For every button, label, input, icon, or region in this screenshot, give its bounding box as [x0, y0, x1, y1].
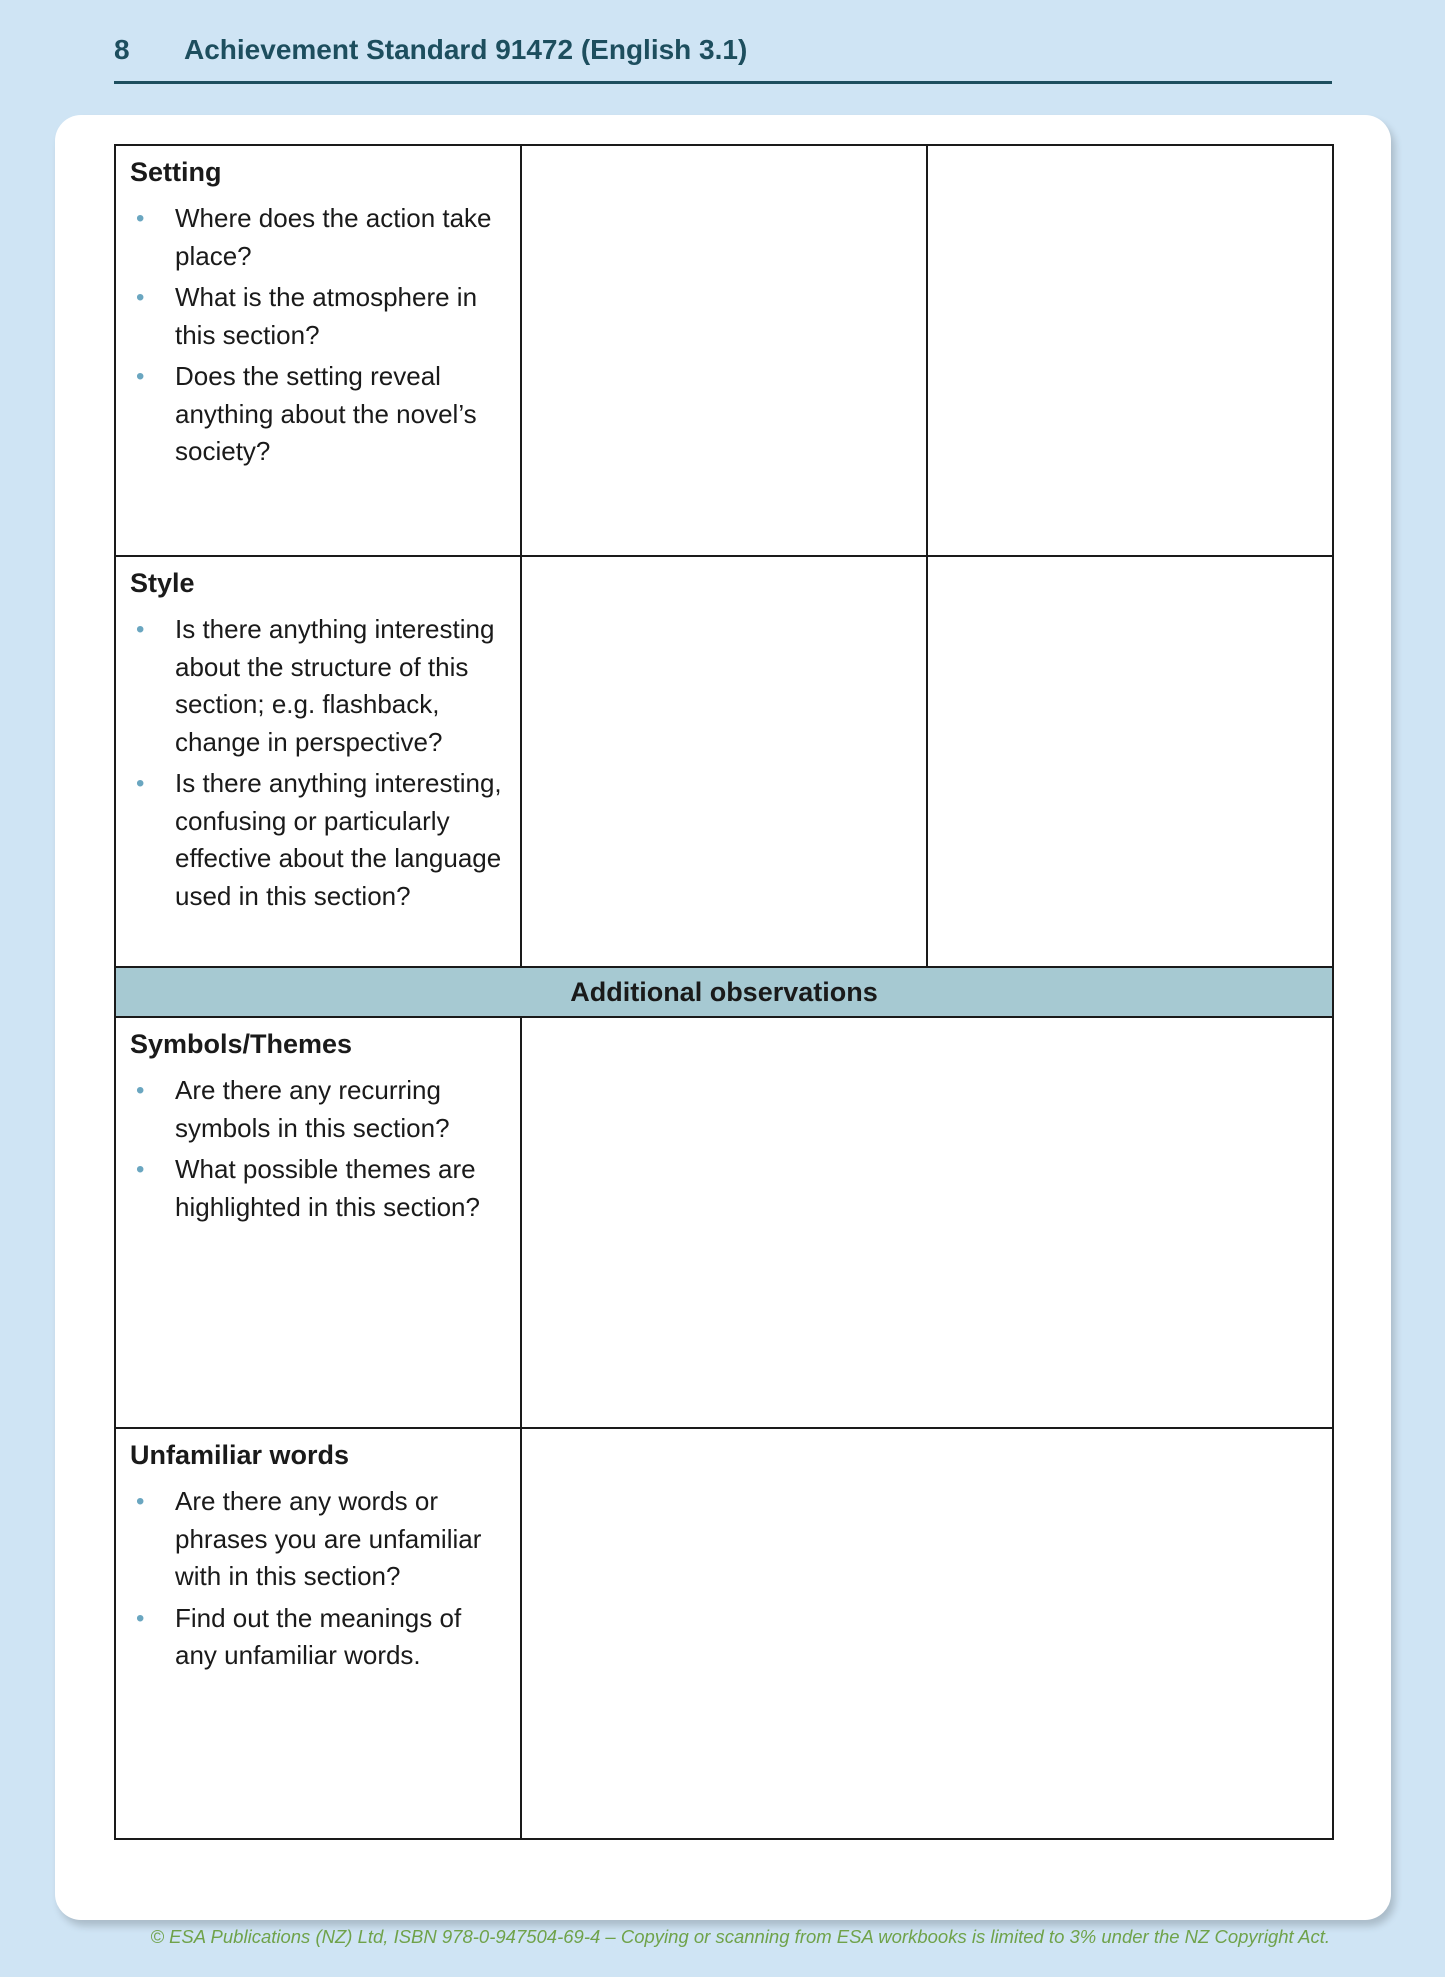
- answer-cell[interactable]: [521, 1017, 1333, 1428]
- table-row-setting: [115, 145, 1333, 556]
- list-item: • What possible themes are highlighted in this section?: [130, 1151, 506, 1226]
- table-row-unfamiliar-words: [115, 1428, 1333, 1839]
- answer-cell[interactable]: [927, 556, 1333, 967]
- bullet-icon: •: [136, 1077, 145, 1104]
- additional-observations-header: Additional observations: [115, 967, 1333, 1017]
- prompt-list: [130, 1072, 506, 1226]
- list-item: • Is there anything interesting about the structure of this section; e.g. flashback, change in perspective?: [130, 611, 506, 761]
- row-heading: Unfamiliar words: [130, 1440, 350, 1470]
- table-row-symbols-themes: [115, 1017, 1333, 1428]
- page-number: 8: [114, 34, 130, 65]
- prompt-cell-symbols-themes: [115, 1017, 521, 1428]
- bullet-icon: •: [136, 770, 145, 797]
- list-item: • Find out the meanings of any unfamiliar words.: [130, 1600, 506, 1675]
- list-item: • Is there anything interesting, confusing or particularly effective about the language used in this section?: [130, 765, 506, 915]
- answer-cell[interactable]: [521, 1428, 1333, 1839]
- list-item: • What is the atmosphere in this section?: [130, 279, 506, 354]
- table-row-band: [115, 967, 1333, 1017]
- page-header: [114, 30, 1332, 84]
- prompt-cell-unfamiliar-words: [115, 1428, 521, 1839]
- bullet-icon: •: [136, 1156, 145, 1183]
- bullet-icon: •: [136, 284, 145, 311]
- copyright-footer: © ESA Publications (NZ) Ltd, ISBN 978-0-947504-69-4 – Copying or scanning from ESA workbooks is limited to 3% under the NZ Copyright Act.: [150, 1926, 1330, 1947]
- row-heading: Symbols/Themes: [130, 1029, 353, 1059]
- table-row-style: [115, 556, 1333, 967]
- notes-table: [114, 144, 1334, 1840]
- prompt-list: [130, 200, 506, 471]
- bullet-icon: •: [136, 363, 145, 390]
- row-heading: Style: [130, 568, 195, 598]
- list-item: • Are there any words or phrases you are unfamiliar with in this section?: [130, 1483, 506, 1596]
- prompt-list: [130, 611, 506, 915]
- row-heading: Setting: [130, 157, 222, 187]
- bullet-icon: •: [136, 205, 145, 232]
- bullet-icon: •: [136, 616, 145, 643]
- prompt-cell-style: [115, 556, 521, 967]
- answer-cell[interactable]: [927, 145, 1333, 556]
- answer-cell[interactable]: [521, 145, 927, 556]
- list-item: • Are there any recurring symbols in this section?: [130, 1072, 506, 1147]
- prompt-cell-setting: [115, 145, 521, 556]
- prompt-list: [130, 1483, 506, 1675]
- page-title: Achievement Standard 91472 (English 3.1): [184, 34, 748, 65]
- bullet-icon: •: [136, 1604, 145, 1632]
- list-item: • Does the setting reveal anything about the novel’s society?: [130, 358, 506, 471]
- list-item: • Where does the action take place?: [130, 200, 506, 275]
- bullet-icon: •: [136, 1488, 145, 1515]
- answer-cell[interactable]: [521, 556, 927, 967]
